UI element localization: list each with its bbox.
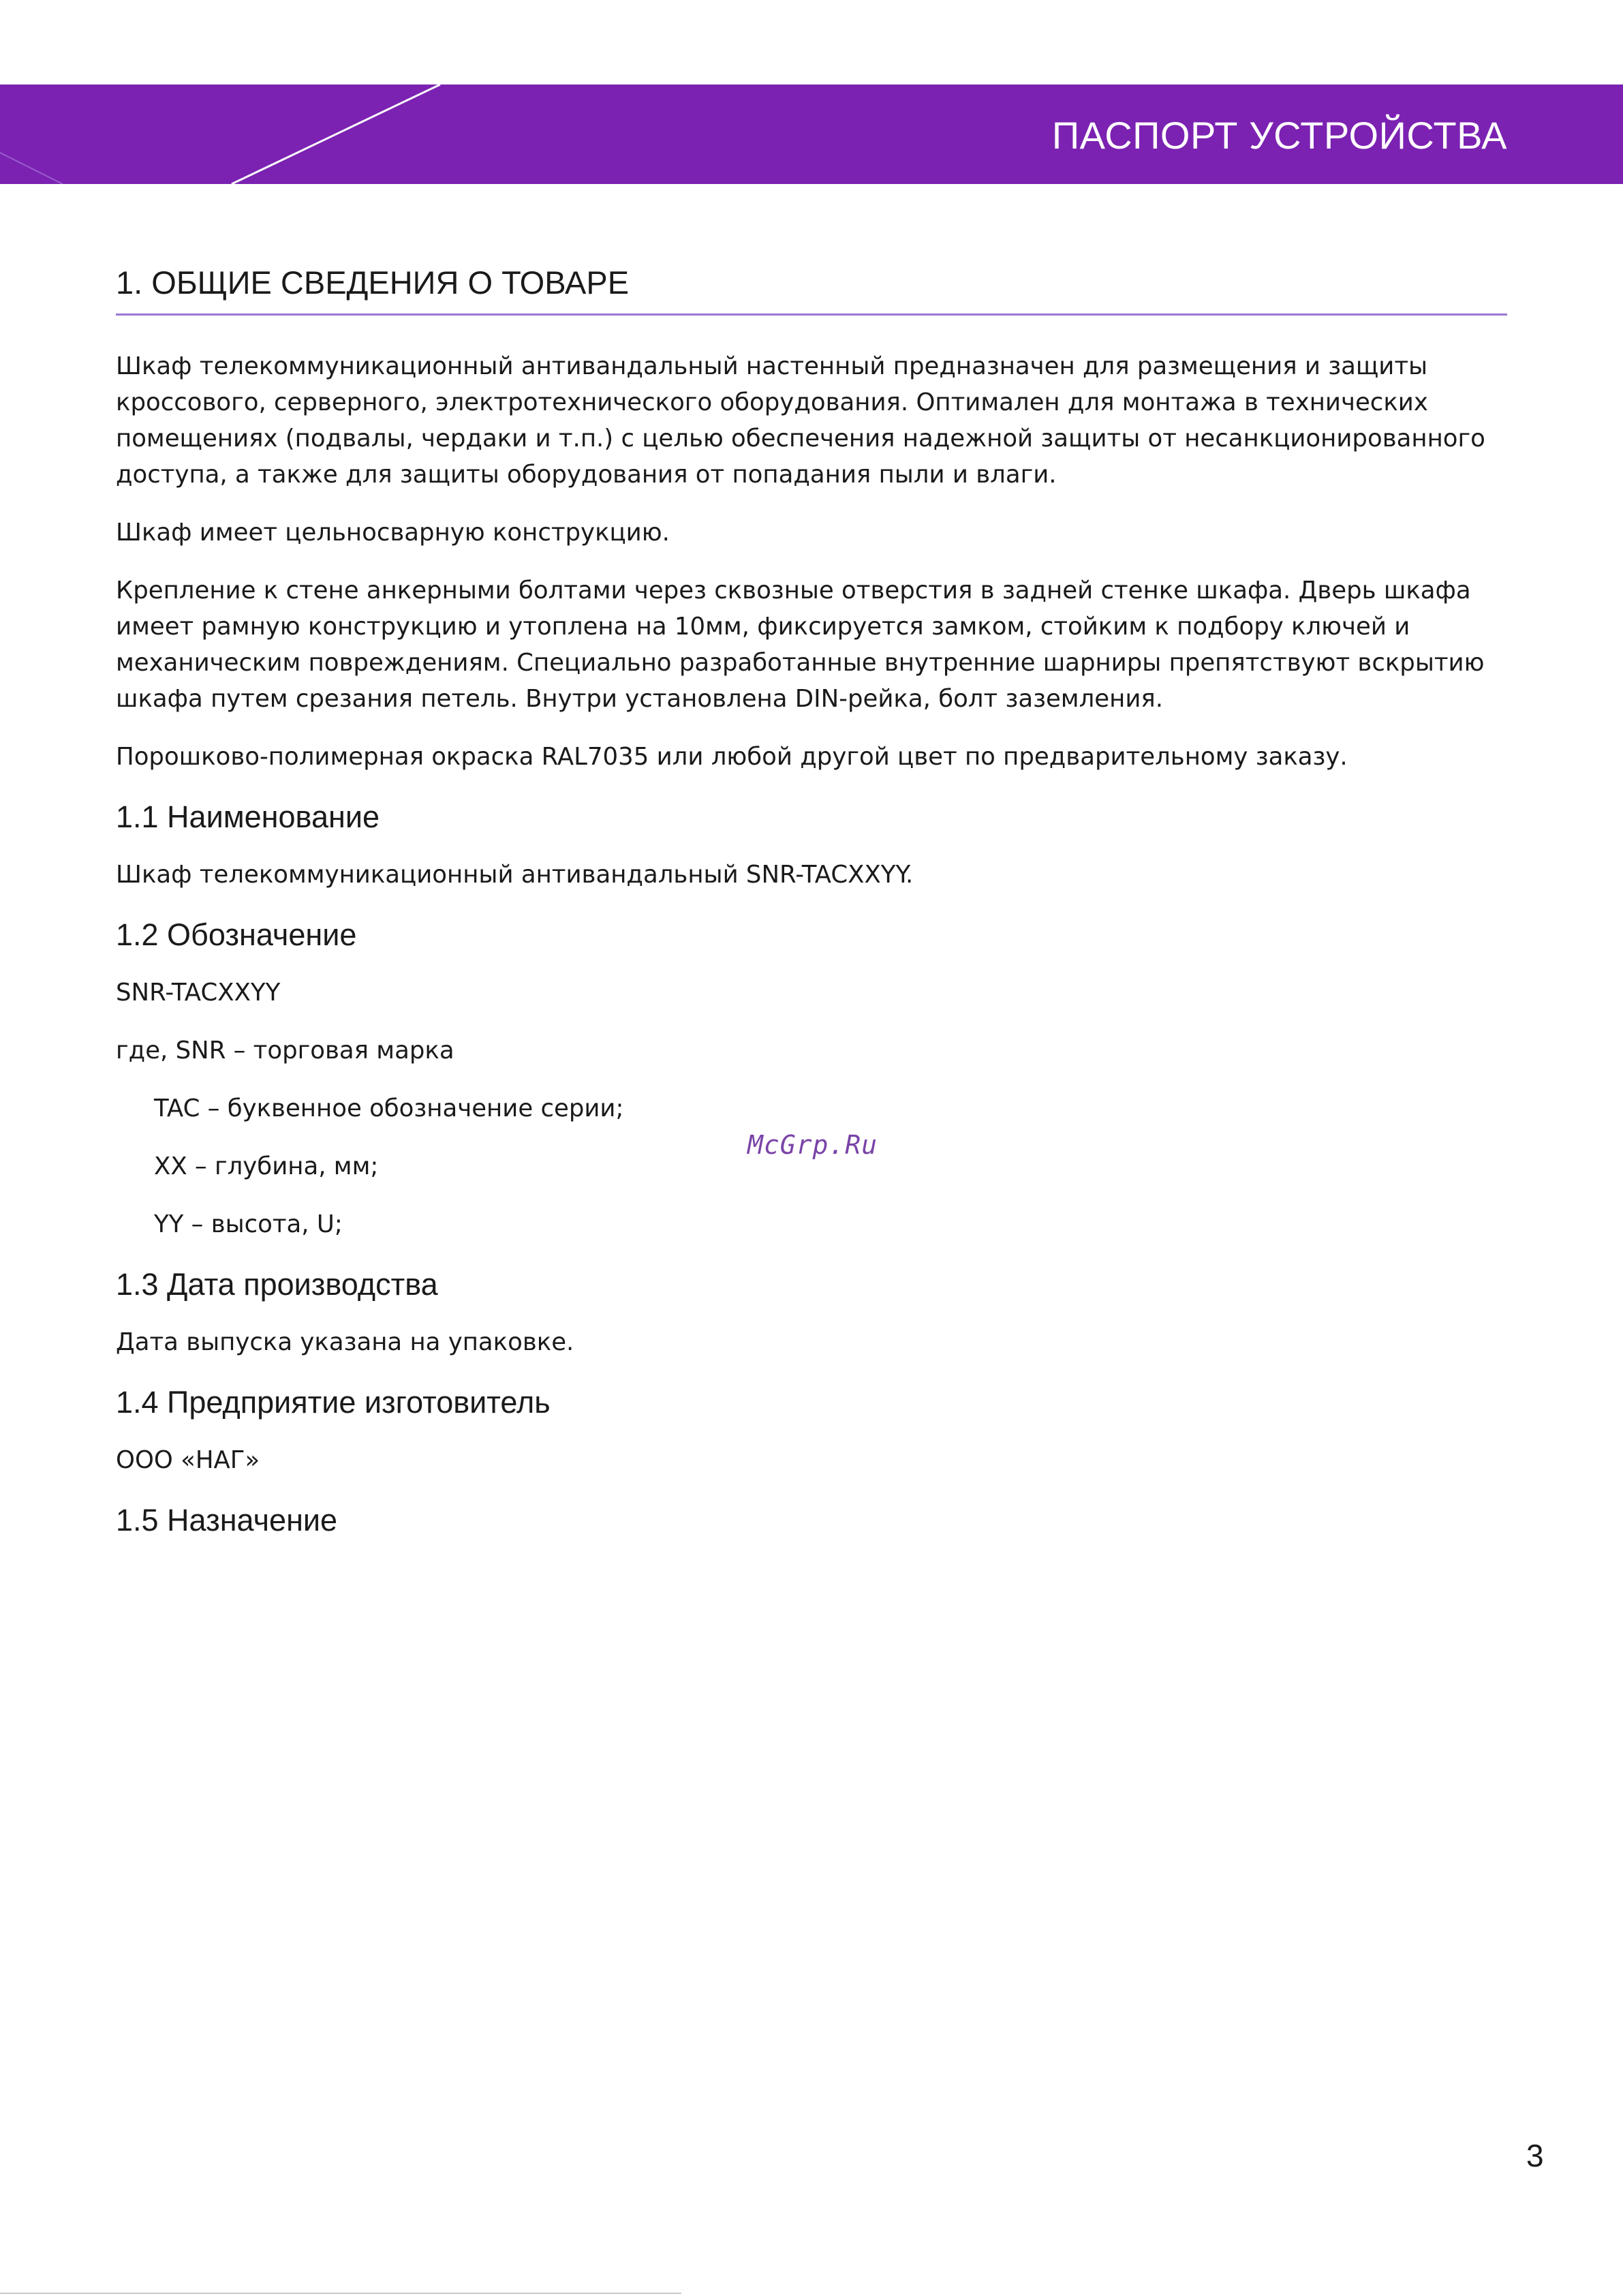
section-divider	[116, 313, 1507, 316]
intro-paragraph-2	[116, 515, 1507, 551]
designation-item: YY – высота, U;	[154, 1210, 343, 1238]
intro-paragraph-1	[116, 348, 1507, 493]
watermark: McGrp.Ru	[747, 1130, 878, 1160]
subsection-heading-purpose: 1.5 Назначение	[116, 1503, 338, 1537]
subsection-heading-production-date: 1.3 Дата производства	[116, 1267, 438, 1302]
designation-code: SNR-TACXXYY	[116, 979, 281, 1007]
subsection-heading-name: 1.1 Наименование	[116, 799, 380, 834]
footer-divider	[0, 2293, 681, 2294]
manufacturer-text: ООО «НАГ»	[116, 1446, 260, 1474]
text-line: кроссового, серверного, электротехнического оборудования. Оптимален для монтажа в технических	[116, 388, 1428, 416]
text-line: Крепление к стене анкерными болтами через сквозные отверстия в задней стенке шкафа. Дверь шкафа	[116, 577, 1471, 604]
subsection-heading-manufacturer: 1.4 Предприятие изготовитель	[116, 1385, 551, 1420]
designation-item: TAC – буквенное обозначение серии;	[154, 1095, 624, 1122]
text-line: имеет рамную конструкцию и утоплена на 10мм, фиксируется замком, стойким к подбору ключей и	[116, 613, 1410, 641]
intro-paragraph-3	[116, 572, 1507, 717]
text-line: помещениях (подвалы, чердаки и т.п.) с целью обеспечения надежной защиты от несанкционированного	[116, 425, 1485, 453]
header-banner	[0, 85, 1623, 184]
page-number: 3	[1526, 2138, 1544, 2173]
product-name-text: Шкаф телекоммуникационный антивандальный SNR-TACXXYY.	[116, 861, 914, 889]
intro-paragraph-4	[116, 739, 1507, 775]
document-title: ПАСПОРТ УСТРОЙСТВА	[1051, 114, 1507, 157]
designation-item: XX – глубина, мм;	[154, 1152, 379, 1180]
subsection-heading-designation: 1.2 Обозначение	[116, 917, 357, 952]
production-date-text: Дата выпуска указана на упаковке.	[116, 1328, 574, 1356]
text-line: Порошково-полимерная окраска RAL7035 или любой другой цвет по предварительному заказу.	[116, 743, 1348, 771]
section-title: 1. ОБЩИЕ СВЕДЕНИЯ О ТОВАРЕ	[116, 264, 630, 301]
text-line: механическим повреждениям. Специально разработанные внутренние шарниры препятствуют вскрытию	[116, 649, 1485, 677]
text-line: шкафа путем срезания петель. Внутри установлена DIN-рейка, болт заземления.	[116, 685, 1164, 713]
text-line: доступа, а также для защиты оборудования от попадания пыли и влаги.	[116, 461, 1057, 489]
text-line: Шкаф имеет цельносварную конструкцию.	[116, 519, 670, 547]
main-content	[116, 259, 1507, 1560]
text-line: Шкаф телекоммуникационный антивандальный настенный предназначен для размещения и защиты	[116, 352, 1428, 380]
designation-where: где, SNR – торговая марка	[116, 1037, 454, 1065]
